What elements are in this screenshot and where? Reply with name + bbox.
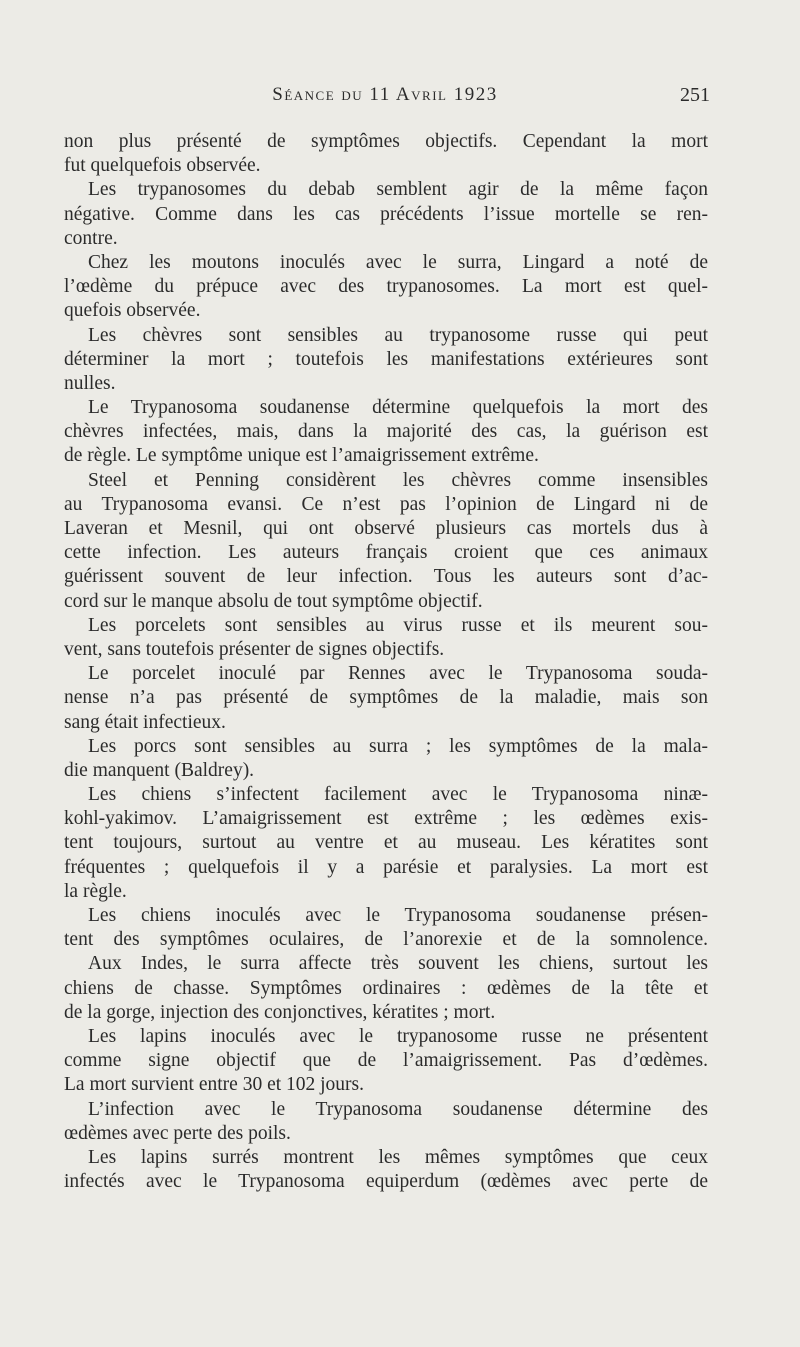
text-line: cette infection. Les auteurs français croient que ces animaux [64,542,708,564]
text-line: chèvres infectées, mais, dans la majorité des cas, la guérison est [64,421,708,443]
text-line: cord sur le manque absolu de tout symptôme objectif. [64,590,483,612]
text-line: L’infection avec le Trypanosoma soudanense détermine des [88,1098,708,1120]
text-line: nulles. [64,372,116,394]
text-line: Aux Indes, le surra affecte très souvent les chiens, surtout les [88,953,708,975]
text-line: Les trypanosomes du debab semblent agir de la même façon [88,179,708,201]
body-text [64,130,708,1194]
text-line: Les porcs sont sensibles au surra ; les symptômes de la mala- [88,735,708,757]
text-line: négative. Comme dans les cas précédents l’issue mortelle se ren- [64,203,708,225]
text-line: Le porcelet inoculé par Rennes avec le Trypanosoma souda- [88,663,708,685]
text-line: Les lapins surrés montrent les mêmes symptômes que ceux [88,1146,708,1168]
running-head [60,82,710,112]
text-line: Les lapins inoculés avec le trypanosome russe ne présentent [88,1025,708,1047]
text-line: guérissent souvent de leur infection. Tous les auteurs sont d’ac- [64,566,708,588]
text-line: de la gorge, injection des conjonctives, kératites ; mort. [64,1001,496,1023]
text-line: non plus présenté de symptômes objectifs. Cependant la mort [64,131,708,152]
text-line: tent des symptômes oculaires, de l’anorexie et de la somnolence. [64,929,708,951]
text-line: de règle. Le symptôme unique est l’amaigrissement extrême. [64,445,539,467]
text-line: chiens de chasse. Symptômes ordinaires : œdèmes de la tête et [64,977,708,999]
text-line: nense n’a pas présenté de symptômes de la maladie, mais son [64,687,708,709]
text-line: Steel et Penning considèrent les chèvres comme insensibles [88,469,708,491]
text-line: infectés avec le Trypanosoma equiperdum (œdèmes avec perte de [64,1171,708,1193]
text-line: déterminer la mort ; toutefois les manifestations extérieures sont [64,348,708,370]
text-line: fréquentes ; quelquefois il y a parésie et paralysies. La mort est [64,856,708,878]
text-line: die manquent (Baldrey). [64,759,255,781]
text-line: quefois observée. [64,300,201,322]
text-line: vent, sans toutefois présenter de signes objectifs. [64,638,445,660]
text-line: fut quelquefois observée. [64,155,261,177]
text-line: l’œdème du prépuce avec des trypanosomes. La mort est quel- [64,276,708,298]
text-line: La mort survient entre 30 et 102 jours. [64,1074,365,1096]
text-line: Les chiens inoculés avec le Trypanosoma soudanense présen- [88,905,708,926]
text-line: œdèmes avec perte des poils. [64,1122,291,1144]
text-line: la règle. [64,880,127,902]
text-line: Les chèvres sont sensibles au trypanosome russe qui peut [88,324,708,346]
text-line: au Trypanosoma evansi. Ce n’est pas l’opinion de Lingard ni de [64,493,708,515]
text-line: comme signe objectif que de l’amaigrissement. Pas d’œdèmes. [64,1050,708,1072]
text-line: Les porcelets sont sensibles au virus russe et ils meurent sou- [88,614,708,636]
running-title: Séance du 11 Avril 1923 [272,84,498,105]
text-line: contre. [64,227,118,249]
text-line: Laveran et Mesnil, qui ont observé plusieurs cas mortels dus à [64,518,708,539]
text-line: sang était infectieux. [64,711,226,733]
text-line: kohl-yakimov. L’amaigrissement est extrême ; les œdèmes exis- [64,808,708,830]
text-line: Chez les moutons inoculés avec le surra, Lingard a noté de [88,251,708,273]
text-line: Le Trypanosoma soudanense détermine quelquefois la mort des [88,397,708,419]
text-line: tent toujours, surtout au ventre et au museau. Les kératites sont [64,832,708,854]
text-line: Les chiens s’infectent facilement avec le Trypanosoma ninæ- [88,784,708,806]
page-number: 251 [680,84,710,106]
